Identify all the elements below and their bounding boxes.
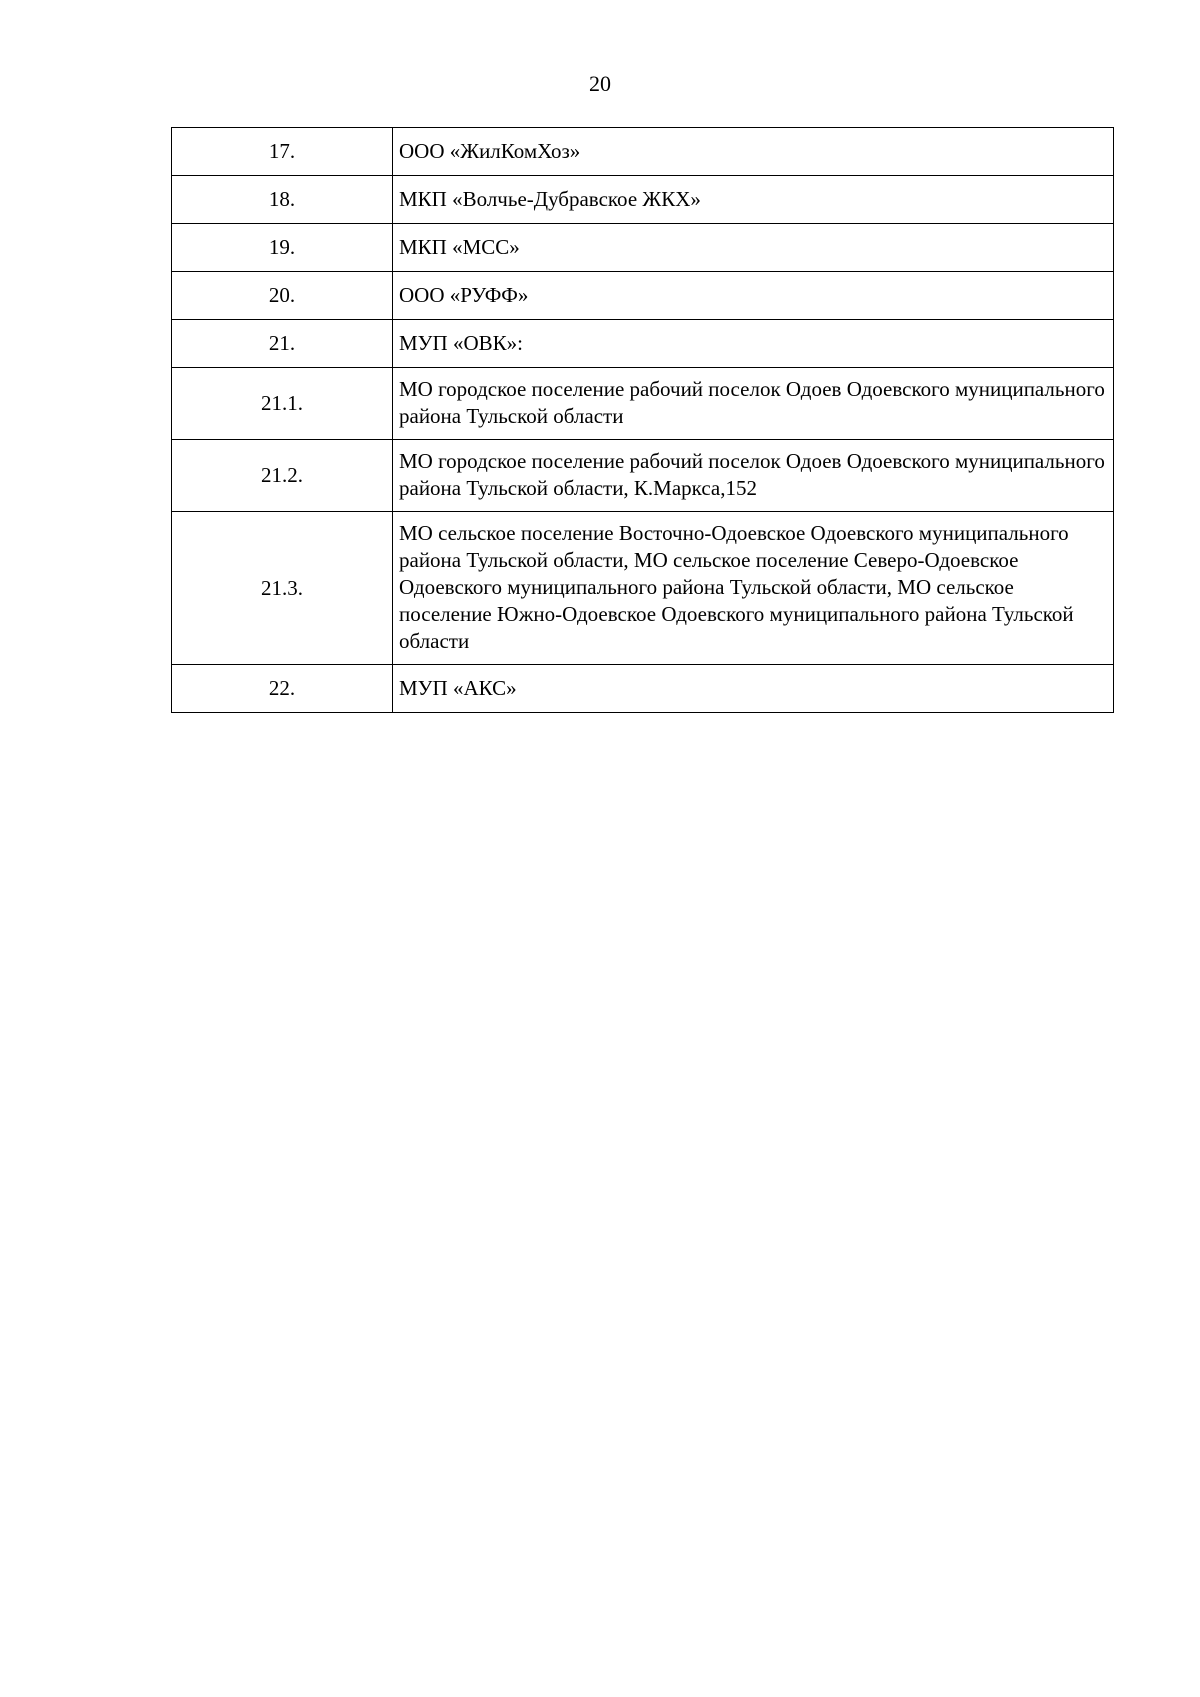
row-text: ООО «РУФФ» (393, 272, 1114, 320)
table-row (172, 665, 1114, 713)
row-number: 21. (172, 320, 393, 368)
row-text: МУП «АКС» (393, 665, 1114, 713)
row-text: ООО «ЖилКомХоз» (393, 128, 1114, 176)
table-row (172, 224, 1114, 272)
table-row (172, 320, 1114, 368)
row-number: 22. (172, 665, 393, 713)
row-number: 20. (172, 272, 393, 320)
table-row (172, 368, 1114, 440)
row-number: 18. (172, 176, 393, 224)
table-row (172, 272, 1114, 320)
row-text: МО сельское поселение Восточно-Одоевское Одоевского муниципального района Тульской области, МО сельское поселение Северо-Одоевское Одоевского муниципального района Тульской области, МО сельское поселение Южно-Одоевское Одоевского муниципального района Тульской области (393, 512, 1114, 665)
row-number: 21.3. (172, 512, 393, 665)
table-row (172, 176, 1114, 224)
row-number: 17. (172, 128, 393, 176)
table-row (172, 440, 1114, 512)
row-text: МО городское поселение рабочий поселок Одоев Одоевского муниципального района Тульской области (393, 368, 1114, 440)
row-text: МКП «МСС» (393, 224, 1114, 272)
table-row (172, 512, 1114, 665)
table-row (172, 128, 1114, 176)
row-number: 19. (172, 224, 393, 272)
row-text: МКП «Волчье-Дубравское ЖКХ» (393, 176, 1114, 224)
row-number: 21.1. (172, 368, 393, 440)
row-number: 21.2. (172, 440, 393, 512)
organizations-table (171, 127, 1114, 713)
page-number: 20 (589, 71, 611, 96)
row-text: МУП «ОВК»: (393, 320, 1114, 368)
row-text: МО городское поселение рабочий поселок Одоев Одоевского муниципального района Тульской области, К.Маркса,152 (393, 440, 1114, 512)
